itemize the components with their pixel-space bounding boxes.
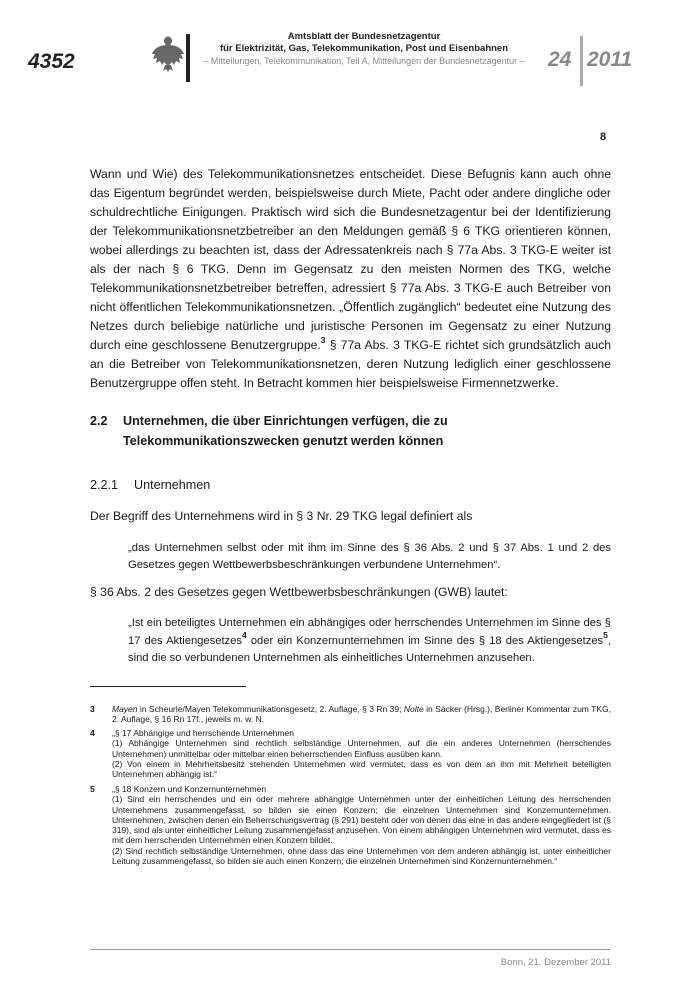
gazette-title-line1: Amtsblatt der Bundesnetzagentur bbox=[287, 31, 441, 42]
footnote-ref-4: 4 bbox=[241, 629, 247, 640]
author-name: Mayen bbox=[112, 704, 138, 714]
issue-number: 24 bbox=[548, 48, 572, 71]
gwb-quote bbox=[128, 615, 611, 668]
section-heading-2-2 bbox=[90, 412, 611, 451]
footer-place-date: Bonn, 21. Dezember 2011 bbox=[500, 957, 611, 968]
footnote-ref-5: 5 bbox=[603, 629, 608, 640]
paragraph-text-b: § 77a Abs. 3 TKG-E richtet sich grundsätzlich auch an die Betreiber von Telekommunikationsnetzen, deren Nutzung lediglich einer geschlossene Benutzergruppe offen steht. In Betracht kommen hier beispielsweise Firmennetzwerke. bbox=[90, 338, 611, 390]
footnote-line: „§ 18 Konzern und Konzernunternehmen bbox=[112, 784, 267, 794]
author-name: Nolte bbox=[403, 704, 424, 714]
footnote-text bbox=[112, 784, 611, 866]
body-paragraph bbox=[90, 165, 611, 393]
gwb-quote-a: „Ist ein beteiligtes Unternehmen ein abhängiges oder herrschendes Unternehmen im Sinne des § 17 des Aktiengesetzes bbox=[128, 617, 611, 647]
citation-text: in Säcker (Hrsg.), Berliner Kommentar zum TKG, 2. Auflage, § 16 Rn 17f., jeweils m. w. N. bbox=[112, 704, 611, 725]
footnote-number: 3 bbox=[90, 704, 95, 714]
footer-rule bbox=[90, 949, 610, 950]
gazette-title bbox=[195, 31, 533, 54]
footnote-number: 4 bbox=[90, 728, 95, 738]
citation-text: in Scheurle/Mayen Telekommunikationsgesetz, 2. Auflage, § 3 Rn 39; bbox=[137, 704, 404, 714]
subsection-heading-2-2-1 bbox=[90, 478, 210, 492]
footnote-line: „§ 17 Abhängige und herrschende Unternehmen bbox=[112, 728, 294, 738]
gwb-quote-c: , sind die so verbundenen Unternehmen als einheitliches Unternehmen anzusehen. bbox=[128, 634, 611, 664]
definition-intro: Der Begriff des Unternehmens wird in § 3 Nr. 29 TKG legal definiert als bbox=[90, 509, 473, 523]
section-number: 2.2 bbox=[90, 414, 108, 428]
gazette-subtitle: – Mitteilungen, Telekommunikation, Teil A, Mitteilungen der Bundesnetzagentur – bbox=[203, 56, 525, 66]
footnote-3 bbox=[90, 704, 611, 725]
annex-page-number: 8 bbox=[600, 131, 607, 143]
footnote-line: (1) Abhängige Unternehmen sind rechtlich selbständige Unternehmen, auf die ein anderes Unternehmen (herrschendes Unternehmen) unmittelbar oder mittelbar einen beherrschenden Einfluss ausüben kann. bbox=[112, 738, 611, 759]
footnote-number: 5 bbox=[90, 784, 95, 794]
footnote-line: (1) Sind ein herrschendes und ein oder mehrere abhängige Unternehmen unter der einheitlichen Leitung des herrschenden Unternehmens zusammengefasst, so bilden sie einen Konzern; die einzelnen Unternehmen sind Konzernunternehmen. Unternehmen, zwischen denen ein Beherrschungsvertrag (§ 291) besteht oder von denen das eine in das andere eingegliedert ist (§ 319), sind als unter einheitlicher Leitung zusammengefasst anzusehen. Von einem abhängigen Unternehmen wird vermutet, dass es mit dem herrschenden Unternehmen einen Konzern bildet. bbox=[112, 794, 611, 846]
footnote-line: (2) Sind rechtlich selbständige Unternehmen, ohne dass das eine Unternehmen von dem anderen abhängig ist, unter einheitlicher Leitung zusammengefasst, so bilden sie auch einen Konzern; die einzelnen Unternehmen sind Konzernunternehmen.“ bbox=[112, 845, 611, 867]
footnote-5 bbox=[90, 784, 611, 866]
page-number: 4352 bbox=[28, 50, 75, 73]
footnote-line: (2) Von einem in Mehrheitsbesitz stehenden Unternehmen wird vermutet, dass es von dem an ihm mit Mehrheit beteiligten Unternehmen abhängig ist.“ bbox=[112, 758, 611, 780]
footnote-separator bbox=[90, 686, 246, 687]
subsection-title: Unternehmen bbox=[134, 478, 211, 492]
issue-divider bbox=[580, 36, 583, 86]
footnote-ref-3: 3 bbox=[320, 334, 326, 345]
issue-year: 2011 bbox=[587, 48, 633, 71]
footnote-text bbox=[112, 704, 611, 725]
section-title: Unternehmen, die über Einrichtungen verfügen, die zu Telekommunikationszwecken genutzt werden können bbox=[123, 414, 448, 448]
eagle-icon bbox=[150, 34, 186, 74]
paragraph-text-a: Wann und Wie) des Telekommunikationsnetzes entscheidet. Diese Befugnis kann auch ohne das Eigentum begründet werden, beispielsweise durch Miete, Pacht oder andere dingliche oder schuldrechtliche Einigungen. Praktisch wird sich die Bundesnetzagentur bei der Identifizierung der Telekommunikationsnetzbetreiber an den Meldungen gemäß § 6 TKG orientieren können, wobei allerdings zu beachten ist, dass der Adressatenkreis nach § 77a Abs. 3 TKG-E weiter ist als der nach § 6 TKG. Denn im Gegensatz zu den meisten Normen des TKG, welche Telekommunikationsnetzbetreiber betreffen, adressiert § 77a Abs. 3 TKG-E auch Betreiber von nicht öffentlichen Telekommunikationsnetzen. „Öffentlich zugänglich“ bedeutet eine Nutzung des Netzes durch beliebige natürliche und juristische Personen im Gegensatz zu einer Nutzung durch eine geschlossene Benutzergruppe. bbox=[90, 167, 611, 352]
gwb-intro: § 36 Abs. 2 des Gesetzes gegen Wettbewerbsbeschränkungen (GWB) lautet: bbox=[90, 585, 508, 599]
header-divider bbox=[186, 34, 190, 82]
footnote-text bbox=[112, 728, 611, 779]
gwb-quote-b: oder ein Konzernunternehmen im Sinne des § 18 des Aktiengesetzes bbox=[246, 634, 604, 647]
footnote-4 bbox=[90, 728, 611, 779]
gazette-title-line2: für Elektrizität, Gas, Telekommunikation, Post und Eisenbahnen bbox=[219, 42, 509, 54]
definition-quote: „das Unternehmen selbst oder mit ihm im Sinne des § 36 Abs. 2 und § 37 Abs. 1 und 2 des Gesetzes gegen Wettbewerbsbeschränkungen verbundene Unternehmen“. bbox=[128, 542, 611, 571]
subsection-number: 2.2.1 bbox=[90, 478, 119, 492]
